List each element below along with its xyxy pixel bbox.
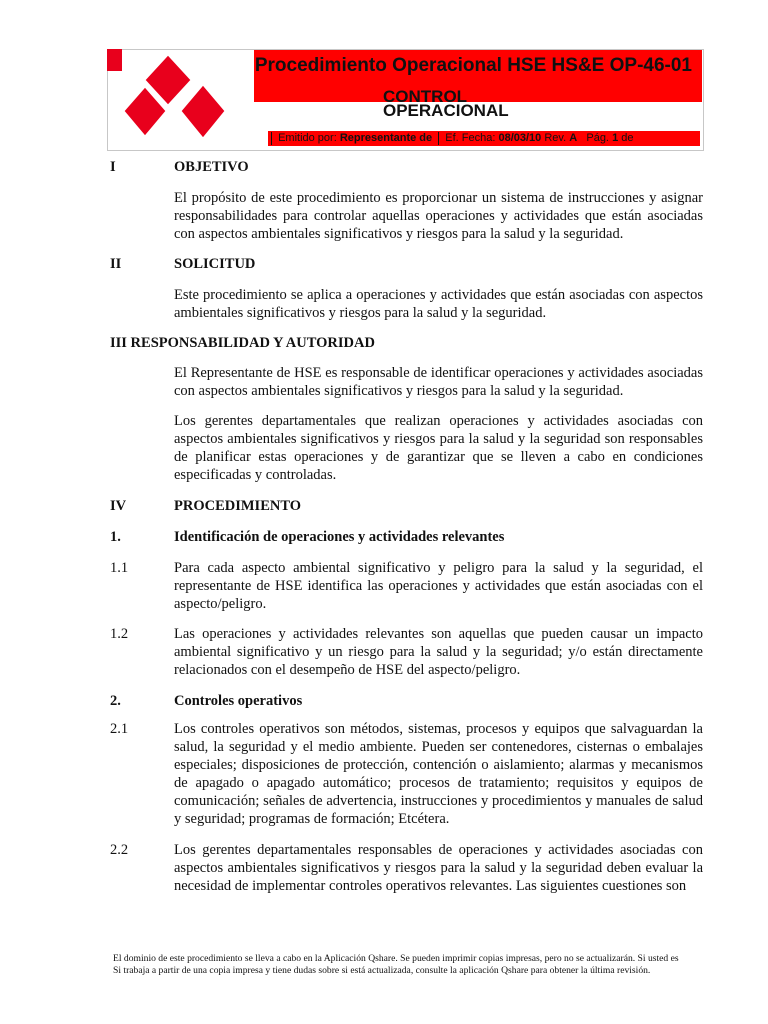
subsection-number: 1. — [110, 529, 121, 545]
meta-separator — [438, 132, 439, 145]
section-title: OBJETIVO — [174, 159, 249, 175]
subtitle-line-1: CONTROL — [383, 88, 468, 102]
meta-separator — [271, 132, 272, 145]
issued-value: Representante de — [339, 132, 433, 144]
section-heading-objetivo — [110, 158, 249, 176]
subsection-title: Controles operativos — [174, 693, 303, 709]
issued-label: Emitido por: — [278, 132, 337, 144]
objetivo-text: El propósito de este procedimiento es proporcionar un sistema de instrucciones y asignar responsabilidades para controlar aquellas operaciones y actividades que están asociadas con aspectos ambientales significativos y riesgos para la salud y la seguridad. — [174, 190, 703, 242]
document-subtitle — [383, 88, 509, 120]
section-heading-solicitud — [110, 255, 255, 273]
page-value: 1 — [612, 132, 619, 144]
page-label: Pág. — [586, 132, 609, 144]
clause-text: Los controles operativos son métodos, sistemas, procesos y equipos que salvaguardan la salud, la seguridad y el medio ambiente. Pueden ser contenedores, cisternas o embalajes especiales; disposiciones de protección, contención o aislamiento; alarmas y mecanismos de apagado o apagado automático; procesos de tratamiento; requisitos y equipos de comunicación; señales de advertencia, instrucciones y procedimientos y manuales de salud y seguridad; programas de formación; Etcétera. — [174, 721, 703, 827]
section-heading-procedimiento — [110, 497, 301, 515]
section-heading-responsabilidad: III RESPONSABILIDAD Y AUTORIDAD — [110, 335, 375, 351]
page-suffix: de — [621, 132, 634, 144]
subsection-title: Identificación de operaciones y actividades relevantes — [174, 529, 505, 545]
page-footer — [113, 953, 693, 977]
responsabilidad-paragraph-2: Los gerentes departamentales que realizan operaciones y actividades asociadas con aspectos ambientales significativos y riesgos para la salud y la seguridad son responsables de planificar estas operaciones y de garantizar que se lleven a cabo en condiciones especificadas y controladas. — [174, 413, 703, 483]
clause-number: 2.1 — [110, 721, 129, 737]
section-title: PROCEDIMIENTO — [174, 498, 302, 514]
subtitle-line-2: OPERACIONAL — [383, 101, 509, 120]
clause-text: Los gerentes departamentales responsables de operaciones y actividades asociadas con aspectos ambientales significativos y riesgos para la salud y la seguridad deben evaluar la necesidad de implementar controles operativos relevantes. Las siguientes cuestiones son — [174, 842, 703, 894]
section-number: II — [110, 256, 122, 272]
clause-text: Las operaciones y actividades relevantes son aquellas que pueden causar un impacto ambiental significativo y un riesgo para la salud y la seguridad; y/o están directamente relacionados con el desempeño de HSE del aspecto/peligro. — [174, 626, 703, 678]
section-number: I — [110, 159, 116, 175]
footer-line-2: Si trabaja a partir de una copia impresa y tiene dudas sobre si está actualizada, consulte la aplicación Qshare para obtener la última revisión. — [113, 965, 651, 976]
date-label: Ef. Fecha: — [445, 132, 496, 144]
footer-line-1: El dominio de este procedimiento se lleva a cabo en la Aplicación Qshare. Se pueden imprimir copias impresas, pero no se actualizarán. Si usted es — [113, 953, 679, 964]
clause-text: Para cada aspecto ambiental significativo y peligro para la salud y la seguridad, el representante de HSE identifica las operaciones y actividades que están asociadas con el aspecto/peligro. — [174, 560, 703, 612]
clause-number: 1.2 — [110, 626, 129, 642]
rev-label: Rev. — [544, 132, 567, 144]
clause-number: 1.1 — [110, 560, 129, 576]
date-value: 08/03/10 — [498, 132, 542, 144]
document-meta-bar — [268, 131, 700, 146]
section-number: IV — [110, 498, 127, 514]
clause-number: 2.2 — [110, 842, 129, 858]
document-title: Procedimiento Operacional HSE HS&E OP-46-01 — [254, 55, 692, 76]
solicitud-text: Este procedimiento se aplica a operaciones y actividades que están asociadas con aspectos ambientales significativos y riesgos para la salud y la seguridad. — [174, 287, 703, 321]
section-title: SOLICITUD — [174, 256, 256, 272]
rev-value: A — [569, 132, 578, 144]
subsection-number: 2. — [110, 693, 121, 709]
responsabilidad-paragraph-1: El Representante de HSE es responsable de identificar operaciones y actividades asociadas con aspectos ambientales significativos y riesgos para la salud y la seguridad. — [174, 365, 703, 399]
company-logo — [107, 49, 254, 149]
